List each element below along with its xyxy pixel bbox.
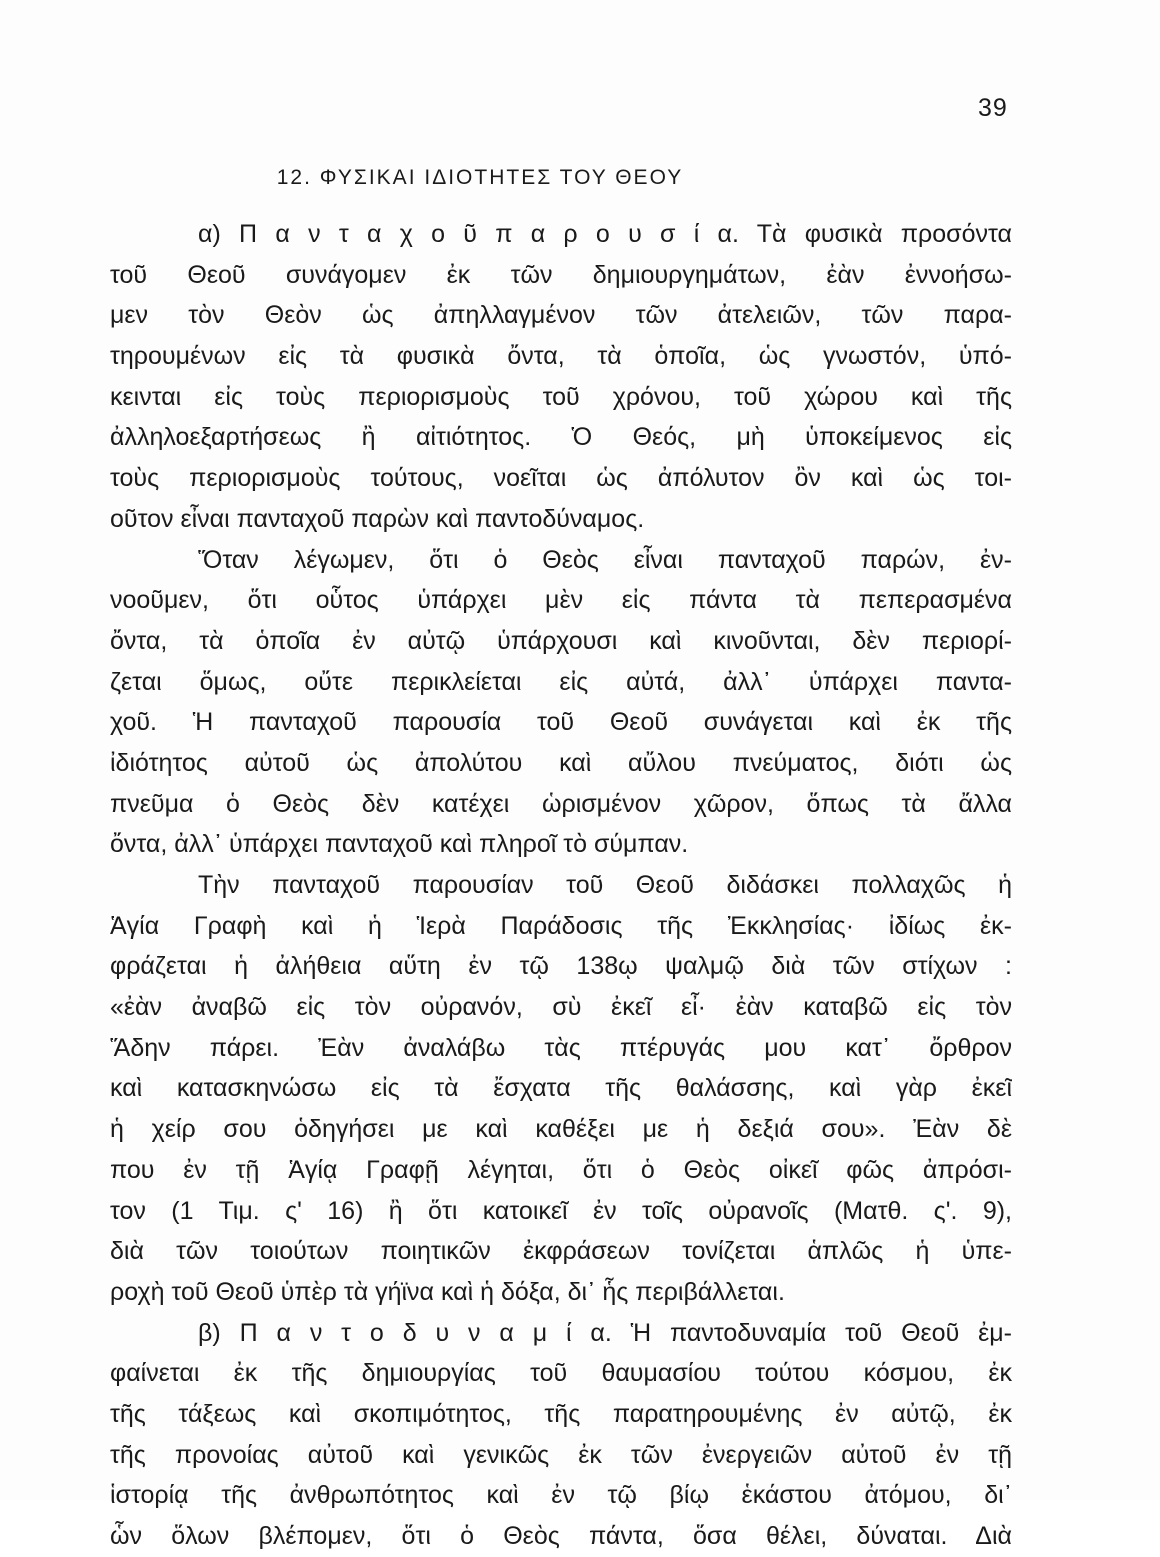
text-line: καὶ κατασκηνώσω εἰς τὰ ἔσχατα τῆς θαλάσσης, καὶ γὰρ ἐκεῖ <box>110 1074 1012 1103</box>
text-line: οῦτον εἶναι πανταχοῦ παρὼν καὶ παντοδύναμος. <box>110 504 645 533</box>
text-line: ἰδιότητος αὐτοῦ ὡς ἀπολύτου καὶ αὔλου πνεύματος, διότι ὡς <box>110 748 1012 777</box>
text-line: φράζεται ἡ ἀλήθεια αὕτη ἐν τῷ 138ῳ ψαλμῷ διὰ τῶν στίχων : <box>110 952 1012 981</box>
paragraph <box>110 540 1012 866</box>
text-line: τῆς προνοίας αὐτοῦ καὶ γενικῶς ἐκ τῶν ἐνεργειῶν αὐτοῦ ἐν τῇ <box>110 1440 1012 1469</box>
text-line: τον (1 Τιμ. ς' 16) ἢ ὅτι κατοικεῖ ἐν τοῖς οὐρανοῖς (Ματθ. ς'. 9), <box>110 1196 1012 1225</box>
text-line: «ἐὰν ἀναβῶ εἰς τὸν οὐρανόν, σὺ ἐκεῖ εἶ· ἐὰν καταβῶ εἰς τὸν <box>110 993 1012 1022</box>
text-line: Ὅταν λέγωμεν, ὅτι ὁ Θεὸς εἶναι πανταχοῦ παρών, ἐν- <box>198 545 1012 574</box>
text-line: μεν τὸν Θεὸν ὡς ἀπηλλαγμένον τῶν ἀτελειῶν, τῶν παρα- <box>110 301 1012 330</box>
text-line: ἡ χείρ σου ὁδηγήσει με καὶ καθέξει με ἡ δεξιά σου». Ἐὰν δὲ <box>110 1115 1012 1144</box>
text-line: χοῦ. Ἡ πανταχοῦ παρουσία τοῦ Θεοῦ συνάγεται καὶ ἐκ τῆς <box>110 708 1012 737</box>
text-line: ὄντα, τὰ ὁποῖα ἐν αὐτῷ ὑπάρχουσι καὶ κινοῦνται, δὲν περιορί- <box>110 626 1012 655</box>
text-line: νοοῦμεν, ὅτι οὗτος ὑπάρχει μὲν εἰς πάντα τὰ πεπερασμένα <box>110 586 1012 615</box>
text-line: τηρουμένων εἰς τὰ φυσικὰ ὄντα, τὰ ὁποῖα, ὡς γνωστόν, ὑπό- <box>110 342 1012 371</box>
body-text <box>110 214 1012 1557</box>
text-line: πνεῦμα ὁ Θεὸς δὲν κατέχει ὡρισμένον χῶρον, ὅπως τὰ ἄλλα <box>110 789 1012 818</box>
page-number: 39 <box>978 94 1008 122</box>
text-line: Ἅδην πάρει. Ἐὰν ἀναλάβω τὰς πτέρυγάς μου κατ᾿ ὄρθρον <box>110 1033 1012 1062</box>
text-line: ροχὴ τοῦ Θεοῦ ὑπὲρ τὰ γήϊνα καὶ ἡ δόξα, δι᾿ ἧς περιβάλλεται. <box>110 1277 785 1306</box>
text-line: ἱστορίᾳ τῆς ἀνθρωπότητος καὶ ἐν τῷ βίῳ ἑκάστου ἀτόμου, δι᾿ <box>110 1481 1012 1510</box>
paragraph <box>110 214 1012 540</box>
text-line: κεινται εἰς τοὺς περιορισμοὺς τοῦ χρόνου, τοῦ χώρου καὶ τῆς <box>110 382 1012 411</box>
text-line: τοὺς περιορισμοὺς τούτους, νοεῖται ὡς ἀπόλυτον ὂν καὶ ὡς τοι- <box>110 464 1012 493</box>
chapter-title: 12. ΦΥΣΙΚΑΙ ΙΔΙΟΤΗΤΕΣ ΤΟΥ ΘΕΟΥ <box>276 166 684 189</box>
text-line: β) Π α ν τ ο δ υ ν α μ ί α. Ἡ παντοδυναμία τοῦ Θεοῦ ἐμ- <box>198 1318 1012 1347</box>
text-line: ὄντα, ἀλλ᾿ ὑπάρχει πανταχοῦ καὶ πληροῖ τὸ σύμπαν. <box>110 830 689 859</box>
text-line: διὰ τῶν τοιούτων ποιητικῶν ἐκφράσεων τονίζεται ἁπλῶς ἡ ὑπε- <box>110 1237 1012 1266</box>
text-line: Ἁγία Γραφὴ καὶ ἡ Ἱερὰ Παράδοσις τῆς Ἐκκλησίας· ἰδίως ἐκ- <box>110 911 1012 940</box>
text-line: α) Π α ν τ α χ ο ῦ π α ρ ο υ σ ί α. Τὰ φυσικὰ προσόντα <box>198 220 1012 248</box>
paragraph <box>110 1313 1012 1557</box>
text-line: ἀλληλοεξαρτήσεως ἢ αἰτιότητος. Ὁ Θεός, μὴ ὑποκείμενος εἰς <box>110 423 1012 452</box>
text-line: φαίνεται ἐκ τῆς δημιουργίας τοῦ θαυμασίου τούτου κόσμου, ἐκ <box>110 1359 1012 1388</box>
text-line: που ἐν τῇ Ἁγίᾳ Γραφῇ λέγηται, ὅτι ὁ Θεὸς οἰκεῖ φῶς ἀπρόσι- <box>110 1155 1012 1184</box>
text-line: τῆς τάξεως καὶ σκοπιμότητος, τῆς παρατηρουμένης ἐν αὐτῷ, ἐκ <box>110 1399 1012 1428</box>
text-line: ὧν ὅλων βλέπομεν, ὅτι ὁ Θεὸς πάντα, ὅσα θέλει, δύναται. Διὰ <box>110 1522 1012 1550</box>
text-line: τοῦ Θεοῦ συνάγομεν ἐκ τῶν δημιουργημάτων, ἐὰν ἐννοήσω- <box>110 260 1012 289</box>
text-line: ζεται ὅμως, οὔτε περικλείεται εἰς αὐτά, ἀλλ᾿ ὑπάρχει παντα- <box>110 667 1012 696</box>
paragraph <box>110 865 1012 1313</box>
text-line: Τὴν πανταχοῦ παρουσίαν τοῦ Θεοῦ διδάσκει πολλαχῶς ἡ <box>198 871 1012 899</box>
